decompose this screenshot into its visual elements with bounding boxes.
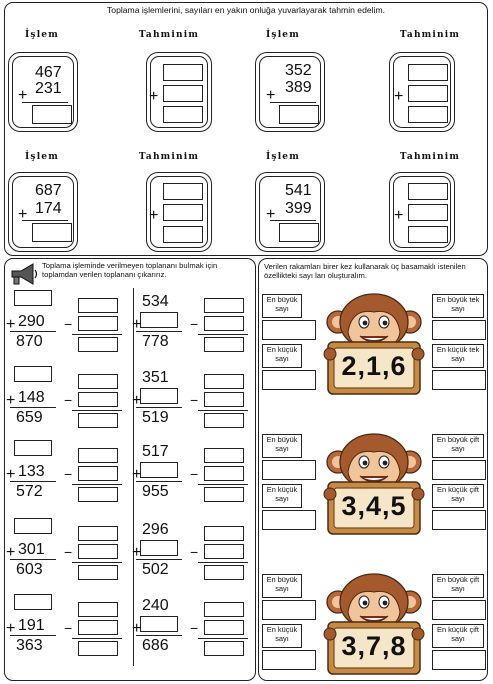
answer-smallest[interactable]: [262, 370, 316, 390]
sum-total: 870: [16, 333, 43, 350]
answer-box[interactable]: [32, 223, 72, 242]
answer-largest-special[interactable]: [432, 600, 486, 620]
difference-box[interactable]: [78, 641, 118, 656]
subtract-box[interactable]: [78, 526, 118, 541]
sum-line: [136, 559, 182, 560]
answer-box[interactable]: [32, 105, 72, 124]
subtract-box[interactable]: [78, 374, 118, 389]
estimate-box[interactable]: [408, 204, 448, 221]
difference-line: [198, 334, 248, 335]
sum-total: 778: [142, 333, 169, 350]
plus-sign: +: [18, 87, 28, 104]
minus-sign: −: [190, 392, 199, 408]
subtract-box[interactable]: [204, 526, 244, 541]
sum-line: [10, 407, 56, 408]
subtract-box[interactable]: [204, 448, 244, 463]
estimate-sum-box[interactable]: [163, 226, 203, 243]
subtract-box[interactable]: [78, 316, 118, 331]
missing-addend-box[interactable]: [14, 594, 52, 610]
sum-total: 363: [16, 637, 43, 654]
answer-largest[interactable]: [262, 460, 316, 480]
estimate-sum-box[interactable]: [408, 226, 448, 243]
minus-sign: −: [190, 620, 199, 636]
subtract-box[interactable]: [204, 392, 244, 407]
difference-box[interactable]: [204, 641, 244, 656]
sum-line: [136, 635, 182, 636]
missing-addend-box[interactable]: [14, 290, 52, 306]
answer-smallest[interactable]: [262, 650, 316, 670]
estimate-box[interactable]: [408, 183, 448, 200]
plus-sign: +: [149, 88, 159, 105]
header-tahmin-3: Tahminim: [138, 152, 200, 162]
missing-addend-box[interactable]: [140, 462, 178, 478]
subtract-box[interactable]: [204, 298, 244, 313]
estimate-box[interactable]: [163, 204, 203, 221]
subtract-box[interactable]: [204, 374, 244, 389]
missing-addend-box[interactable]: [140, 616, 178, 632]
header-tahmin-2: Tahminim: [399, 30, 461, 40]
label-smallest-special: En küçük çift sayı: [432, 484, 484, 508]
plus-sign: +: [266, 206, 276, 223]
difference-box[interactable]: [204, 487, 244, 502]
missing-addend-instruction: Toplama işleminde verilmeyen toplananı bulmak için toplamdan verilen toplananı çıkarırız.: [42, 261, 218, 279]
subtract-box[interactable]: [204, 620, 244, 635]
given-addend: 517: [142, 443, 169, 460]
label-largest: En büyük sayı: [262, 574, 302, 598]
answer-smallest-special[interactable]: [432, 370, 486, 390]
difference-line: [72, 638, 122, 639]
sum-line: [22, 220, 68, 221]
digit-set: 2,1,6: [341, 351, 407, 381]
label-largest-special: En büyük çift sayı: [432, 574, 484, 598]
addend-top: 687: [35, 182, 62, 199]
subtract-box[interactable]: [204, 316, 244, 331]
sum-line: [136, 481, 182, 482]
plus-sign: +: [132, 466, 142, 483]
estimate-box[interactable]: [163, 64, 203, 81]
minus-sign: −: [64, 620, 73, 636]
plus-sign: +: [132, 544, 142, 561]
sum-line: [10, 331, 56, 332]
answer-box[interactable]: [279, 223, 319, 242]
sum-total: 955: [142, 483, 169, 500]
header-islem-3: İşlem: [25, 152, 59, 162]
missing-addend-box[interactable]: [14, 440, 52, 456]
given-addend: 301: [18, 541, 45, 558]
answer-smallest-special[interactable]: [432, 650, 486, 670]
given-addend: 534: [142, 293, 169, 310]
difference-line: [198, 562, 248, 563]
addend-top: 467: [35, 64, 62, 81]
minus-sign: −: [64, 392, 73, 408]
plus-sign: +: [18, 206, 28, 223]
difference-box[interactable]: [78, 565, 118, 580]
addend-bottom: 231: [35, 80, 62, 97]
given-addend: 191: [18, 617, 45, 634]
answer-smallest-special[interactable]: [432, 510, 486, 530]
number-forming-instruction: Verilen rakamları birer kez kullanarak üç basamaklı istenilen özellikteki sayı ları oluşturalım.: [264, 262, 466, 280]
answer-largest[interactable]: [262, 600, 316, 620]
plus-sign: +: [394, 88, 404, 105]
plus-sign: +: [6, 620, 16, 637]
difference-line: [198, 410, 248, 411]
subtract-box[interactable]: [78, 544, 118, 559]
minus-sign: −: [190, 466, 199, 482]
estimate-box[interactable]: [163, 183, 203, 200]
answer-largest[interactable]: [262, 320, 316, 340]
subtract-box[interactable]: [78, 620, 118, 635]
header-tahmin-4: Tahminim: [399, 152, 461, 162]
megaphone-icon: [9, 262, 39, 286]
addend-top: 541: [285, 182, 312, 199]
plus-sign: +: [132, 620, 142, 637]
plus-sign: +: [6, 392, 16, 409]
header-islem-4: İşlem: [266, 152, 300, 162]
label-smallest: En küçük sayı: [262, 484, 302, 508]
sum-line: [136, 331, 182, 332]
sum-total: 502: [142, 561, 169, 578]
sum-total: 519: [142, 409, 169, 426]
given-addend: 351: [142, 369, 169, 386]
difference-box[interactable]: [78, 413, 118, 428]
answer-box[interactable]: [279, 105, 319, 124]
label-smallest-special: En küçük çift sayı: [432, 624, 484, 648]
sum-line: [10, 481, 56, 482]
difference-box[interactable]: [204, 565, 244, 580]
minus-sign: −: [64, 466, 73, 482]
estimate-sum-box[interactable]: [408, 106, 448, 123]
plus-sign: +: [132, 392, 142, 409]
given-addend: 133: [18, 463, 45, 480]
missing-addend-box[interactable]: [140, 388, 178, 404]
label-largest-special: En büyük tek sayı: [432, 294, 484, 318]
estimate-box[interactable]: [408, 64, 448, 81]
difference-line: [72, 562, 122, 563]
label-smallest-special: En küçük tek sayı: [432, 344, 484, 368]
subtract-box[interactable]: [204, 466, 244, 481]
given-addend: 240: [142, 597, 169, 614]
answer-largest-special[interactable]: [432, 460, 486, 480]
subtract-box[interactable]: [78, 602, 118, 617]
difference-line: [198, 638, 248, 639]
plus-sign: +: [394, 207, 404, 224]
plus-sign: +: [6, 544, 16, 561]
addend-bottom: 174: [35, 200, 62, 217]
label-smallest: En küçük sayı: [262, 624, 302, 648]
difference-box[interactable]: [78, 337, 118, 352]
estimate-box[interactable]: [163, 85, 203, 102]
sum-line: [22, 102, 68, 103]
missing-addend-box[interactable]: [140, 540, 178, 556]
estimate-sum-box[interactable]: [163, 106, 203, 123]
label-largest: En büyük sayı: [262, 434, 302, 458]
minus-sign: −: [190, 316, 199, 332]
difference-line: [72, 410, 122, 411]
header-islem-2: İşlem: [266, 30, 300, 40]
digit-set: 3,7,8: [341, 631, 407, 661]
label-largest-special: En büyük çift sayı: [432, 434, 484, 458]
label-largest: En büyük sayı: [262, 294, 302, 318]
missing-addend-box[interactable]: [14, 518, 52, 534]
subtract-box[interactable]: [204, 544, 244, 559]
sum-total: 572: [16, 483, 43, 500]
given-addend: 296: [142, 521, 169, 538]
missing-addend-box[interactable]: [14, 366, 52, 382]
difference-box[interactable]: [204, 413, 244, 428]
subtract-box[interactable]: [78, 298, 118, 313]
difference-box[interactable]: [204, 337, 244, 352]
difference-line: [72, 334, 122, 335]
minus-sign: −: [64, 544, 73, 560]
answer-largest-special[interactable]: [432, 320, 486, 340]
estimate-box[interactable]: [408, 85, 448, 102]
plus-sign: +: [266, 87, 276, 104]
label-smallest: En küçük sayı: [262, 344, 302, 368]
difference-box[interactable]: [78, 487, 118, 502]
plus-sign: +: [149, 207, 159, 224]
subtract-box[interactable]: [78, 448, 118, 463]
sum-line: [136, 407, 182, 408]
plus-sign: +: [6, 466, 16, 483]
plus-sign: +: [132, 316, 142, 333]
difference-line: [72, 484, 122, 485]
header-islem-1: İşlem: [25, 30, 59, 40]
missing-addend-box[interactable]: [140, 312, 178, 328]
sum-line: [270, 220, 316, 221]
sum-total: 686: [142, 637, 169, 654]
sum-total: 659: [16, 409, 43, 426]
header-tahmin-1: Tahminim: [138, 30, 200, 40]
minus-sign: −: [190, 544, 199, 560]
sum-total: 603: [16, 561, 43, 578]
given-addend: 148: [18, 389, 45, 406]
minus-sign: −: [64, 316, 73, 332]
sum-line: [10, 559, 56, 560]
given-addend: 290: [18, 313, 45, 330]
plus-sign: +: [6, 316, 16, 333]
addend-bottom: 389: [285, 79, 312, 96]
rounding-title: Toplama işlemlerini, sayıları en yakın onluğa yuvarlayarak tahmin edelim.: [107, 5, 385, 15]
digit-set: 3,4,5: [341, 491, 407, 521]
sum-line: [10, 635, 56, 636]
subtract-box[interactable]: [204, 602, 244, 617]
subtract-box[interactable]: [78, 392, 118, 407]
addend-top: 352: [285, 62, 312, 79]
addend-bottom: 399: [285, 200, 312, 217]
difference-line: [198, 484, 248, 485]
subtract-box[interactable]: [78, 466, 118, 481]
sum-line: [270, 102, 316, 103]
answer-smallest[interactable]: [262, 510, 316, 530]
